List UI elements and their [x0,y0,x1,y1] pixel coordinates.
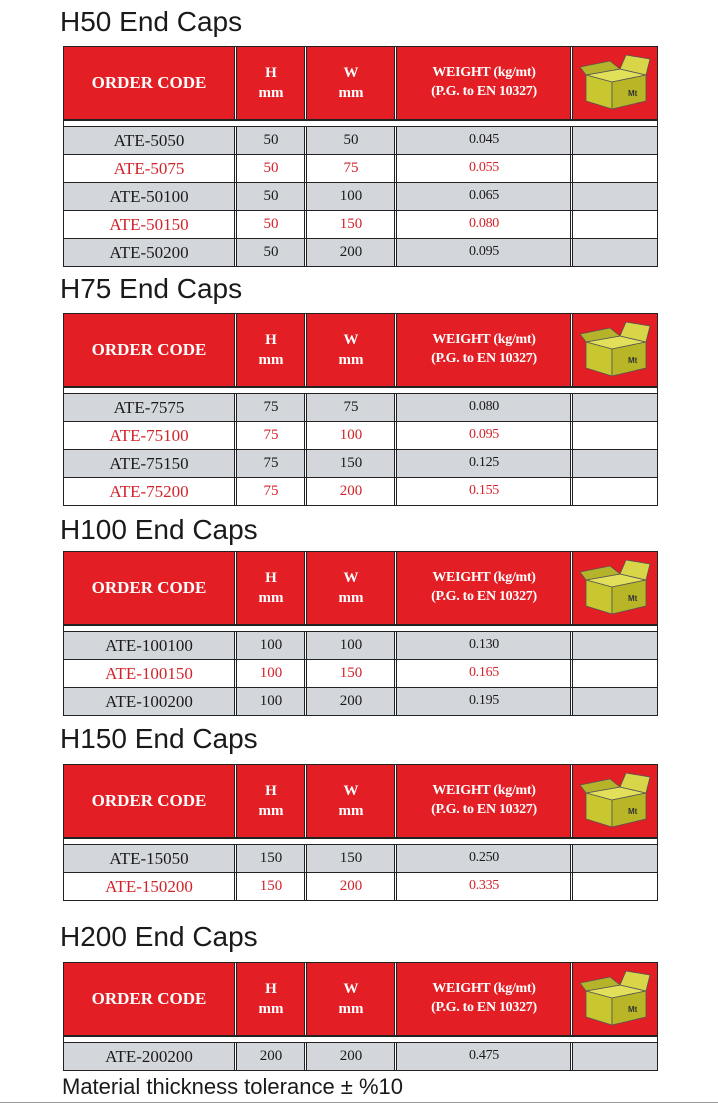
column-divider [304,127,307,154]
svg-text:Mt: Mt [627,89,637,98]
end-caps-table [63,46,658,267]
column-divider [394,239,397,266]
column-divider [234,155,237,182]
svg-text:Mt: Mt [627,594,637,603]
weight-standard: (P.G. to EN 10327) [431,84,537,99]
column-divider [394,183,397,210]
w-unit: mm [338,85,364,101]
h-header [238,765,304,837]
weight-header [398,552,570,624]
column-divider [394,47,397,119]
h-header [238,552,304,624]
h-unit: mm [258,803,284,819]
weight-label: WEIGHT (kg/mt) [432,65,536,81]
empty-cell [574,239,657,266]
order-code-cell: ATE-50150 [109,214,189,234]
table-header [64,314,657,388]
w-header [308,47,394,119]
packaging-cell [574,314,657,386]
column-divider [394,552,397,624]
order-code-cell: ATE-200200 [105,1046,193,1066]
box-icon [580,560,652,616]
packaging-cell [574,47,657,119]
table-row [64,688,657,715]
weight-standard: (P.G. to EN 10327) [431,351,537,366]
empty-cell [574,478,657,505]
column-divider [394,765,397,837]
h-label: H [265,569,277,586]
weight-cell: 0.045 [468,132,499,148]
table-row [64,422,657,450]
empty-cell [574,394,657,421]
order-code-cell: ATE-5050 [113,130,185,150]
order-code-cell: ATE-75100 [109,425,189,445]
svg-text:Mt: Mt [627,1005,637,1014]
w-header [308,552,394,624]
h-cell: 50 [263,244,279,261]
column-divider [570,873,573,900]
h-cell: 200 [259,1048,283,1065]
h-cell: 100 [259,665,283,682]
h-cell: 50 [263,132,279,149]
order-code-cell: ATE-7575 [113,397,185,417]
section-title: H150 End Caps [60,723,258,754]
column-divider [570,183,573,210]
end-caps-table [63,313,658,506]
column-divider [394,155,397,182]
weight-cell: 0.155 [468,483,499,499]
w-cell: 150 [339,665,363,682]
empty-cell [574,1043,657,1070]
packaging-cell [574,765,657,837]
w-cell: 100 [339,637,363,654]
table-row [64,1043,657,1070]
column-divider [234,239,237,266]
w-unit: mm [338,803,364,819]
empty-cell [574,660,657,687]
column-divider [570,422,573,449]
weight-label: WEIGHT (kg/mt) [432,570,536,586]
weight-cell: 0.080 [468,399,499,415]
svg-text:Mt: Mt [627,356,637,365]
column-divider [304,478,307,505]
column-divider [570,1043,573,1070]
column-divider [234,394,237,421]
column-divider [304,873,307,900]
table-header [64,963,657,1037]
w-cell: 75 [343,160,359,177]
column-divider [234,1043,237,1070]
h-header [238,314,304,386]
weight-cell: 0.250 [468,850,499,866]
empty-cell [574,873,657,900]
weight-cell: 0.080 [468,216,499,232]
column-divider [304,155,307,182]
column-divider [570,632,573,659]
column-divider [234,963,237,1035]
table-row [64,873,657,900]
h-cell: 150 [259,878,283,895]
h-unit: mm [258,590,284,606]
h-unit: mm [258,1001,284,1017]
weight-header [398,47,570,119]
w-cell: 200 [339,693,363,710]
h-label: H [265,331,277,348]
order-code-cell: ATE-75200 [109,481,189,501]
table-row [64,155,657,183]
w-header [308,314,394,386]
tolerance-note: Material thickness tolerance ± %10 [62,1074,404,1099]
column-divider [234,873,237,900]
h-cell: 75 [263,483,279,500]
column-divider [394,314,397,386]
column-divider [570,239,573,266]
column-divider [394,394,397,421]
order-code-cell: ATE-50200 [109,242,189,262]
table-row [64,632,657,660]
column-divider [394,450,397,477]
column-divider [234,127,237,154]
packaging-cell [574,552,657,624]
column-divider [304,765,307,837]
column-divider [394,845,397,872]
box-icon [580,773,652,829]
w-cell: 50 [343,132,359,149]
column-divider [234,478,237,505]
column-divider [304,688,307,715]
column-divider [304,183,307,210]
weight-label: WEIGHT (kg/mt) [432,332,536,348]
order-code-header: ORDER CODE [91,73,207,92]
column-divider [394,211,397,238]
h-label: H [265,980,277,997]
svg-text:Mt: Mt [627,807,637,816]
end-caps-table [63,764,658,901]
column-divider [304,211,307,238]
empty-cell [574,211,657,238]
box-icon [580,55,652,111]
end-caps-table [63,962,658,1071]
weight-cell: 0.130 [468,637,499,653]
h-label: H [265,782,277,799]
w-cell: 200 [339,244,363,261]
w-unit: mm [338,1001,364,1017]
table-row [64,450,657,478]
empty-cell [574,127,657,154]
column-divider [570,155,573,182]
column-divider [394,963,397,1035]
column-divider [394,688,397,715]
column-divider [570,688,573,715]
w-cell: 200 [339,878,363,895]
h-unit: mm [258,85,284,101]
column-divider [234,688,237,715]
packaging-cell [574,963,657,1035]
column-divider [304,963,307,1035]
column-divider [234,47,237,119]
column-divider [394,660,397,687]
column-divider [570,963,573,1035]
order-code-cell: ATE-5075 [113,158,185,178]
section-title: H50 End Caps [60,6,243,37]
empty-cell [574,450,657,477]
weight-label: WEIGHT (kg/mt) [432,783,536,799]
weight-header [398,314,570,386]
w-cell: 200 [339,483,363,500]
w-cell: 150 [339,216,363,233]
column-divider [304,1043,307,1070]
column-divider [570,394,573,421]
w-header [308,765,394,837]
h-cell: 50 [263,188,279,205]
w-cell: 100 [339,188,363,205]
weight-cell: 0.475 [468,1048,499,1064]
column-divider [394,422,397,449]
column-divider [304,47,307,119]
w-label: W [343,782,359,799]
h-cell: 50 [263,216,279,233]
table-row [64,660,657,688]
column-divider [234,765,237,837]
w-cell: 150 [339,455,363,472]
column-divider [570,211,573,238]
weight-cell: 0.095 [468,427,499,443]
h-label: H [265,64,277,81]
box-icon [580,971,652,1027]
column-divider [304,845,307,872]
column-divider [394,478,397,505]
end-caps-table [63,551,658,716]
empty-cell [574,183,657,210]
table-header [64,47,657,121]
order-code-cell: ATE-100200 [105,691,193,711]
section-title: H75 End Caps [60,273,243,304]
empty-cell [574,155,657,182]
table-row [64,478,657,505]
weight-standard: (P.G. to EN 10327) [431,589,537,604]
weight-header [398,963,570,1035]
order-code-header: ORDER CODE [91,578,207,597]
w-label: W [343,64,359,81]
weight-cell: 0.195 [468,693,499,709]
column-divider [570,845,573,872]
empty-cell [574,632,657,659]
order-code-cell: ATE-100150 [105,663,193,683]
column-divider [304,314,307,386]
w-unit: mm [338,352,364,368]
order-code-header: ORDER CODE [91,989,207,1008]
empty-cell [574,845,657,872]
column-divider [234,845,237,872]
order-code-cell: ATE-150200 [105,876,193,896]
h-cell: 75 [263,455,279,472]
w-unit: mm [338,590,364,606]
weight-cell: 0.055 [468,160,499,176]
weight-standard: (P.G. to EN 10327) [431,1000,537,1015]
table-row [64,211,657,239]
table-header [64,765,657,839]
h-cell: 100 [259,693,283,710]
table-row [64,239,657,266]
weight-cell: 0.095 [468,244,499,260]
weight-cell: 0.065 [468,188,499,204]
column-divider [394,873,397,900]
column-divider [234,632,237,659]
column-divider [304,552,307,624]
w-label: W [343,569,359,586]
table-row [64,183,657,211]
column-divider [234,660,237,687]
w-header [308,963,394,1035]
column-divider [394,1043,397,1070]
table-row [64,845,657,873]
table-header [64,552,657,626]
w-cell: 75 [343,399,359,416]
table-row [64,127,657,155]
column-divider [570,127,573,154]
weight-standard: (P.G. to EN 10327) [431,802,537,817]
column-divider [234,422,237,449]
empty-cell [574,688,657,715]
w-cell: 150 [339,850,363,867]
order-code-header: ORDER CODE [91,340,207,359]
empty-cell [574,422,657,449]
h-cell: 100 [259,637,283,654]
column-divider [394,632,397,659]
column-divider [304,422,307,449]
section-title: H200 End Caps [60,921,258,952]
column-divider [570,660,573,687]
column-divider [570,450,573,477]
w-label: W [343,331,359,348]
weight-label: WEIGHT (kg/mt) [432,981,536,997]
column-divider [234,552,237,624]
column-divider [304,660,307,687]
w-label: W [343,980,359,997]
column-divider [234,211,237,238]
bottom-divider [0,1102,718,1103]
weight-header [398,765,570,837]
column-divider [570,765,573,837]
column-divider [304,394,307,421]
table-row [64,394,657,422]
column-divider [570,552,573,624]
column-divider [570,47,573,119]
h-header [238,963,304,1035]
h-header [238,47,304,119]
w-cell: 100 [339,427,363,444]
h-cell: 150 [259,850,283,867]
order-code-header: ORDER CODE [91,791,207,810]
section-title: H100 End Caps [60,514,258,545]
order-code-cell: ATE-75150 [109,453,189,473]
h-unit: mm [258,352,284,368]
column-divider [304,239,307,266]
column-divider [234,450,237,477]
column-divider [570,314,573,386]
order-code-cell: ATE-50100 [109,186,189,206]
weight-cell: 0.165 [468,665,499,681]
box-icon [580,322,652,378]
column-divider [304,632,307,659]
column-divider [394,127,397,154]
order-code-cell: ATE-100100 [105,635,193,655]
column-divider [304,450,307,477]
w-cell: 200 [339,1048,363,1065]
column-divider [570,478,573,505]
column-divider [234,183,237,210]
h-cell: 75 [263,427,279,444]
weight-cell: 0.125 [468,455,499,471]
order-code-cell: ATE-15050 [109,848,189,868]
column-divider [234,314,237,386]
weight-cell: 0.335 [468,878,499,894]
h-cell: 75 [263,399,279,416]
h-cell: 50 [263,160,279,177]
